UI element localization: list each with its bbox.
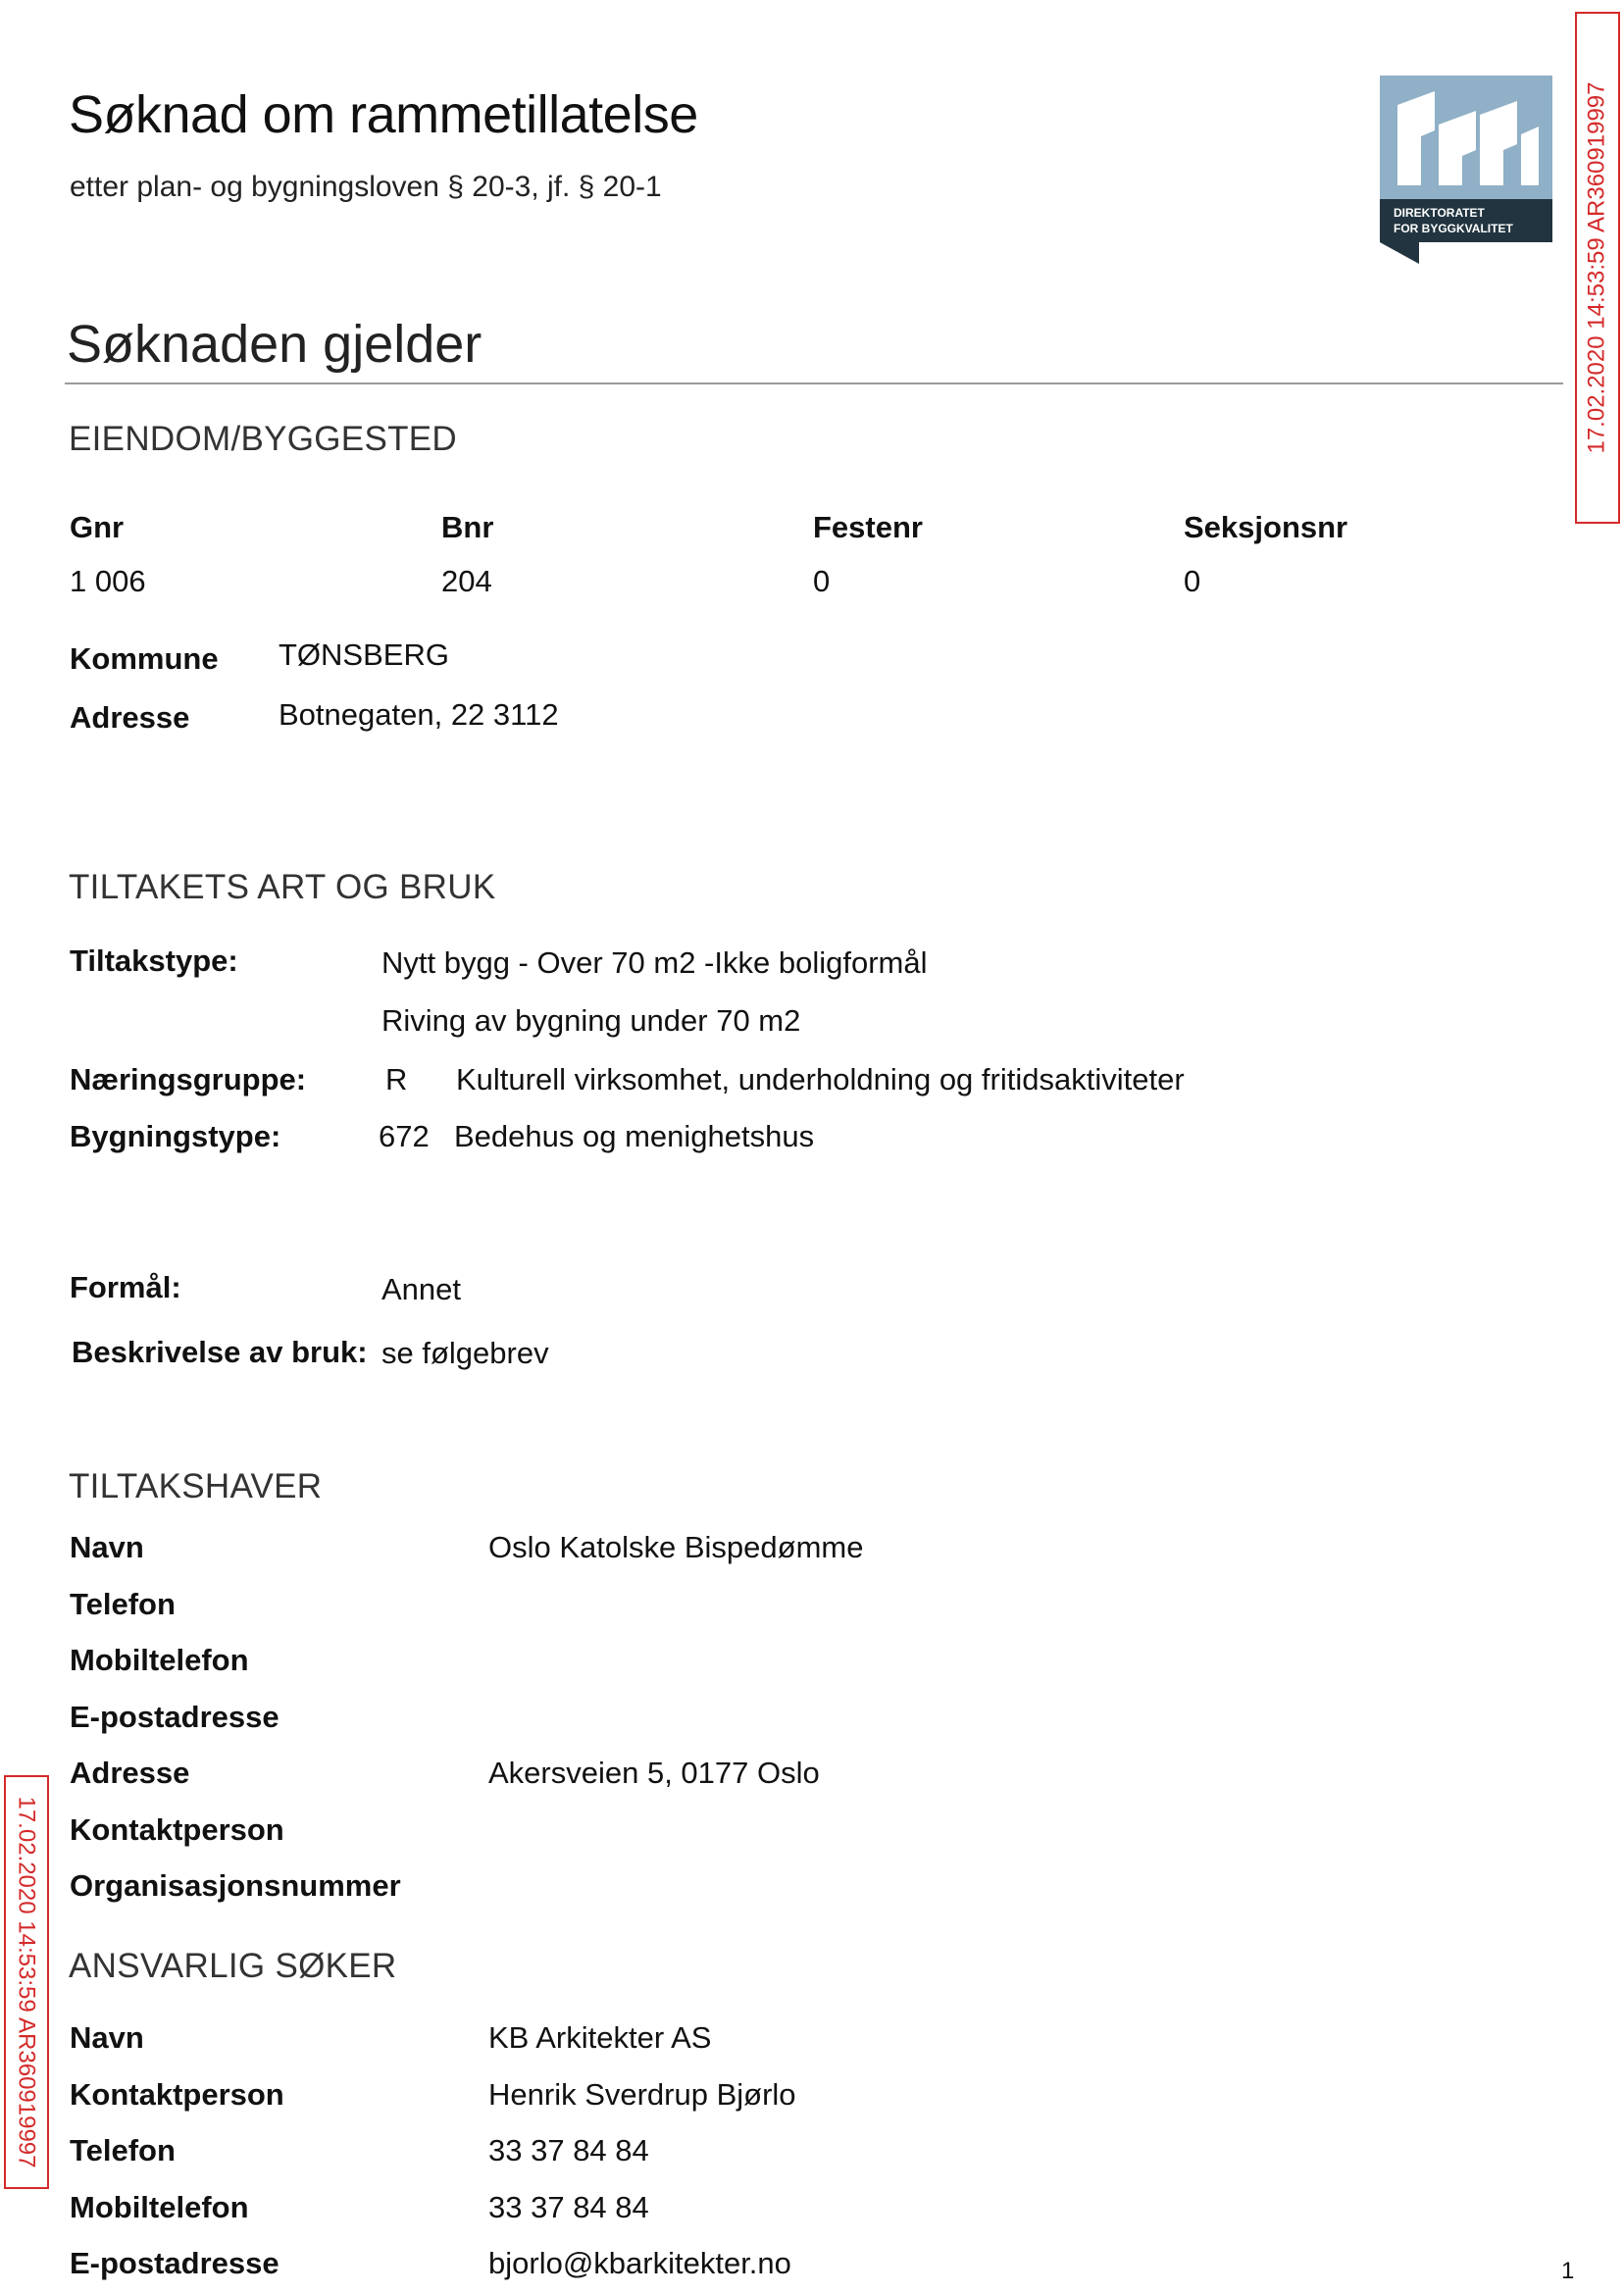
logo-text-line2: FOR BYGGKVALITET <box>1394 222 1513 235</box>
label-soker-kontaktperson: Kontaktperson <box>70 2077 284 2112</box>
label-kommune: Kommune <box>70 641 219 676</box>
label-tiltakshaver-epost: E-postadresse <box>70 1700 279 1734</box>
value-soker-kontaktperson: Henrik Sverdrup Bjørlo <box>488 2077 796 2112</box>
main-heading: Søknaden gjelder <box>67 315 482 374</box>
page-number: 1 <box>1561 2258 1575 2284</box>
value-festenr: 0 <box>813 564 831 598</box>
value-tiltakstype-2: Riving av bygning under 70 m2 <box>381 1003 801 1038</box>
document-subtitle: etter plan- og bygningsloven § 20-3, jf. § 20-1 <box>70 171 662 203</box>
stamp-text-top: 17.02.2020 14:53:59 AR360919997 <box>1584 81 1610 454</box>
value-beskrivelse: se følgebrev <box>381 1336 549 1370</box>
logo-text-line1: DIREKTORATET <box>1394 206 1485 220</box>
value-formal: Annet <box>381 1272 462 1306</box>
label-formal: Formål: <box>70 1270 181 1304</box>
dibk-logo-icon <box>1380 76 1552 266</box>
section-heading-tiltakshaver: TILTAKSHAVER <box>69 1467 323 1505</box>
value-naeringsgruppe-code: R <box>385 1062 408 1096</box>
label-tiltakshaver-orgnr: Organisasjonsnummer <box>70 1868 401 1903</box>
section-heading-ansvarlig-soker: ANSVARLIG SØKER <box>69 1947 397 1985</box>
label-soker-mobil: Mobiltelefon <box>70 2190 249 2224</box>
value-soker-telefon: 33 37 84 84 <box>488 2133 649 2167</box>
label-adresse: Adresse <box>70 700 190 735</box>
label-tiltakshaver-kontaktperson: Kontaktperson <box>70 1812 284 1847</box>
value-naeringsgruppe-text: Kulturell virksomhet, underholdning og fritidsaktiviteter <box>456 1062 1185 1096</box>
label-tiltakstype: Tiltakstype: <box>70 943 238 978</box>
value-kommune: TØNSBERG <box>279 637 449 672</box>
label-soker-telefon: Telefon <box>70 2133 176 2167</box>
label-tiltakshaver-telefon: Telefon <box>70 1587 176 1621</box>
label-beskrivelse: Beskrivelse av bruk: <box>72 1335 368 1369</box>
value-seksjonsnr: 0 <box>1184 564 1201 598</box>
label-gnr: Gnr <box>70 510 125 544</box>
label-seksjonsnr: Seksjonsnr <box>1184 510 1348 544</box>
document-title: Søknad om rammetillatelse <box>69 85 698 144</box>
label-soker-navn: Navn <box>70 2020 144 2055</box>
label-tiltakshaver-mobil: Mobiltelefon <box>70 1643 249 1677</box>
stamp-text-bottom: 17.02.2020 14:53:59 AR360919997 <box>14 1796 40 2168</box>
label-naeringsgruppe: Næringsgruppe: <box>70 1062 307 1096</box>
label-soker-epost: E-postadresse <box>70 2246 279 2280</box>
value-bygningstype-code: 672 <box>379 1119 430 1153</box>
label-bnr: Bnr <box>441 510 494 544</box>
value-tiltakshaver-navn: Oslo Katolske Bispedømme <box>488 1530 864 1564</box>
value-soker-epost: bjorlo@kbarkitekter.no <box>488 2246 791 2280</box>
heading-divider <box>65 382 1563 384</box>
value-soker-navn: KB Arkitekter AS <box>488 2020 712 2055</box>
value-bygningstype-text: Bedehus og menighetshus <box>454 1119 815 1153</box>
value-tiltakstype-1: Nytt bygg - Over 70 m2 -Ikke boligformål <box>381 945 928 980</box>
section-heading-eiendom: EIENDOM/BYGGESTED <box>69 420 457 458</box>
label-bygningstype: Bygningstype: <box>70 1119 281 1153</box>
receipt-stamp-bottom <box>4 1775 49 2189</box>
section-heading-tiltak: TILTAKETS ART OG BRUK <box>69 868 496 906</box>
receipt-stamp-top <box>1575 12 1620 524</box>
value-adresse: Botnegaten, 22 3112 <box>279 697 559 732</box>
value-bnr: 204 <box>441 564 492 598</box>
value-tiltakshaver-adresse: Akersveien 5, 0177 Oslo <box>488 1756 820 1790</box>
dibk-logo <box>1380 76 1552 266</box>
value-gnr: 1 006 <box>70 564 146 598</box>
value-soker-mobil: 33 37 84 84 <box>488 2190 649 2224</box>
label-festenr: Festenr <box>813 510 923 544</box>
label-tiltakshaver-navn: Navn <box>70 1530 144 1564</box>
label-tiltakshaver-adresse: Adresse <box>70 1756 190 1790</box>
